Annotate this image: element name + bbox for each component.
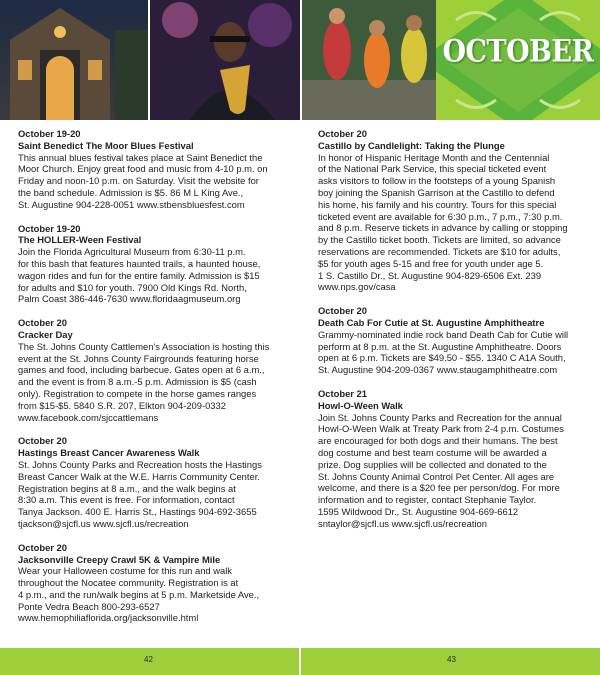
event-item	[18, 435, 280, 529]
event-item	[18, 223, 280, 306]
event-item	[318, 128, 580, 293]
event-description-line: Join the Florida Agricultural Museum from 6:30-11 p.m.	[18, 246, 246, 258]
event-description-line: his home, his family and his country. Tours for this special	[318, 198, 557, 210]
event-description-line: Tanya Jackson. 400 E. Harris St., Hastings 904-692-3655	[18, 506, 257, 518]
event-date: October 20	[18, 541, 67, 553]
event-item	[18, 317, 280, 423]
event-date: October 20	[318, 305, 367, 317]
event-description-line: from $15-$5. 5840 S.R. 207, Elkton 904-209-0332	[18, 399, 226, 411]
event-description-line: Registration begins at 8 a.m., and the walk begins at	[18, 482, 236, 494]
event-description-line: 1 S. Castillo Dr., St. Augustine 904-829-6506 Ext. 239	[318, 269, 542, 281]
page-number-right: 43	[447, 655, 456, 664]
event-date: October 20	[318, 128, 367, 139]
event-item	[318, 388, 580, 530]
event-description-line: St. Johns County Parks and Recreation hosts the Hastings	[18, 458, 262, 470]
event-description-line: St. Augustine 904-209-0367 www.staugamphitheatre.com	[318, 364, 558, 376]
event-description-line: Wear your Halloween costume for this run and walk	[18, 565, 232, 577]
event-description-line: Grammy-nominated indie rock band Death Cab for Cutie will	[318, 328, 569, 340]
event-date: October 20	[18, 317, 67, 329]
event-description-line: by the Castillo ticket booth. Tickets are limited, so advance	[318, 234, 561, 246]
event-description-line: for adults and $10 for youth. 7900 Old Kings Rd. North,	[18, 281, 247, 293]
event-title: The HOLLER-Ween Festival	[18, 234, 142, 246]
event-date: October 20	[18, 435, 67, 447]
event-description-line: Breast Cancer Walk at the W.E. Harris Community Center.	[18, 470, 260, 482]
event-description	[18, 152, 280, 211]
event-description-line: welcome, and there is a $20 fee per person/dog. For more	[318, 482, 560, 494]
event-description	[318, 152, 580, 294]
event-item	[18, 128, 280, 211]
event-description-line: Join St. Johns County Parks and Recreation for the annual	[318, 411, 562, 423]
event-description-line: reservations are recommended. Tickets are $10 for adults,	[318, 245, 561, 257]
event-description-line: boy joining the Spanish Garrison at the Castillo to defend	[318, 186, 555, 198]
event-description-line: for this bash that features haunted trails, a haunted house,	[18, 257, 261, 269]
event-item	[18, 542, 280, 625]
event-description-line: games and food, including barbecue. Gates open at 6 a.m.,	[18, 364, 265, 376]
event-description-line: In honor of Hispanic Heritage Month and the Centennial	[318, 151, 550, 163]
event-description	[318, 412, 580, 530]
event-description-line: ticketed event are available for 6:30 p.m., 7 p.m., 7:30 p.m.	[318, 210, 563, 222]
event-description-line: are encouraged for both dogs and their humans. The best	[318, 435, 558, 447]
event-description-line: wagon rides and fun for the entire family. Admission is $15	[18, 269, 260, 281]
event-date: October 19-20	[18, 222, 81, 234]
event-description-line: 1595 Wildwood Dr., St. Augustine 904-669-6612	[318, 505, 519, 517]
event-title: Cracker Day	[18, 328, 73, 340]
event-description-line: event at the St. Johns County Fairgrounds featuring horse	[18, 352, 259, 364]
footer-bar	[0, 648, 600, 675]
event-title: Howl-O-Ween Walk	[318, 399, 403, 411]
event-description	[18, 341, 280, 424]
event-description-line: the band schedule. Admission is $5. 86 M L King Ave.,	[18, 186, 244, 198]
event-description	[18, 246, 280, 305]
event-description-line: Howl-O-Ween Walk at Treaty Park from 2-4 p.m. Costumes	[318, 423, 564, 435]
event-description	[18, 565, 280, 624]
event-description-line: Friday and noon-10 p.m. on Saturday. Visit the website for	[18, 175, 259, 187]
event-title: Saint Benedict The Moor Blues Festival	[18, 139, 194, 151]
event-description-line: Ponte Vedra Beach 800-293-6527	[18, 600, 160, 612]
event-item	[318, 305, 580, 376]
event-description-line: 4 p.m., and the run/walk begins at 5 p.m. Marketside Ave.,	[18, 588, 260, 600]
event-description-line: asks visitors to follow in the footsteps of a young Spanish	[318, 175, 556, 187]
event-description-line: www.hemophiliaflorida.org/jacksonville.html	[18, 612, 199, 624]
month-title: OCTOBER	[442, 33, 594, 70]
left-column-events	[18, 128, 280, 636]
event-description-line: 8:30 a.m. This event is free. For information, contact	[18, 494, 235, 506]
event-description-line: prize. Dog supplies will be collected and donated to the	[318, 458, 547, 470]
header-photo-strip	[0, 0, 600, 120]
event-title: Jacksonville Creepy Crawl 5K & Vampire Mile	[18, 553, 221, 565]
event-description-line: of the National Park Service, this special ticketed event	[318, 163, 547, 175]
event-date: October 19-20	[18, 128, 81, 139]
page-number-left: 42	[144, 655, 153, 664]
event-description-line: tjackson@sjcfl.us www.sjcfl.us/recreation	[18, 517, 189, 529]
event-description-line: Palm Coast 386-446-7630 www.floridaagmuseum.org	[18, 293, 241, 305]
event-description-line: open at 6 p.m. Tickets are $49.50 - $55. 1340 C A1A South,	[318, 352, 566, 364]
event-description-line: and 8 p.m. Reserve tickets in advance by calling or stopping	[318, 222, 568, 234]
event-date: October 21	[318, 387, 367, 399]
event-title: Castillo by Candlelight: Taking the Plunge	[318, 139, 505, 151]
event-description-line: dog costume and best team costume will be awarded a	[318, 446, 547, 458]
event-description-line: www.facebook.com/sjccattlemans	[18, 411, 159, 423]
event-title: Death Cab For Cutie at St. Augustine Amphitheatre	[318, 316, 545, 328]
event-description-line: and the event is from 8 a.m.-5 p.m. Admission is $5 (cash	[18, 376, 257, 388]
event-description-line: information and to register, contact Stephanie Taylor.	[318, 494, 537, 506]
saxophone-player-photo	[150, 0, 300, 120]
event-title: Hastings Breast Cancer Awareness Walk	[18, 447, 200, 459]
event-description-line: throughout the Nocatee community. Registration is at	[18, 577, 239, 589]
runners-photo	[302, 0, 436, 120]
event-description-line: St. Augustine 904-228-0051 www.stbensbluesfest.com	[18, 198, 245, 210]
event-description-line: Moor Church. Enjoy great food and music from 4-10 p.m. on	[18, 163, 268, 175]
event-description-line: St. Johns County Animal Control Pet Center. All ages are	[318, 470, 555, 482]
church-night-photo	[0, 0, 148, 120]
event-description	[318, 329, 580, 376]
event-description-line: perform at 8 p.m. at the St. Augustine Amphitheatre. Doors	[318, 340, 562, 352]
event-description-line: $5 for youth ages 5-15 and free for youth under age 5.	[318, 257, 544, 269]
event-description-line: only). Registration to compete in the horse games ranges	[18, 387, 257, 399]
event-description-line: This annual blues festival takes place at Saint Benedict the	[18, 151, 263, 163]
event-description-line: sntaylor@sjcfl.us www.sjcfl.us/recreation	[318, 517, 487, 529]
event-description	[18, 459, 280, 530]
right-column-events	[318, 128, 580, 542]
event-description-line: The St. Johns County Cattlemen's Association is hosting this	[18, 340, 270, 352]
event-description-line: www.nps.gov/casa	[318, 281, 396, 293]
